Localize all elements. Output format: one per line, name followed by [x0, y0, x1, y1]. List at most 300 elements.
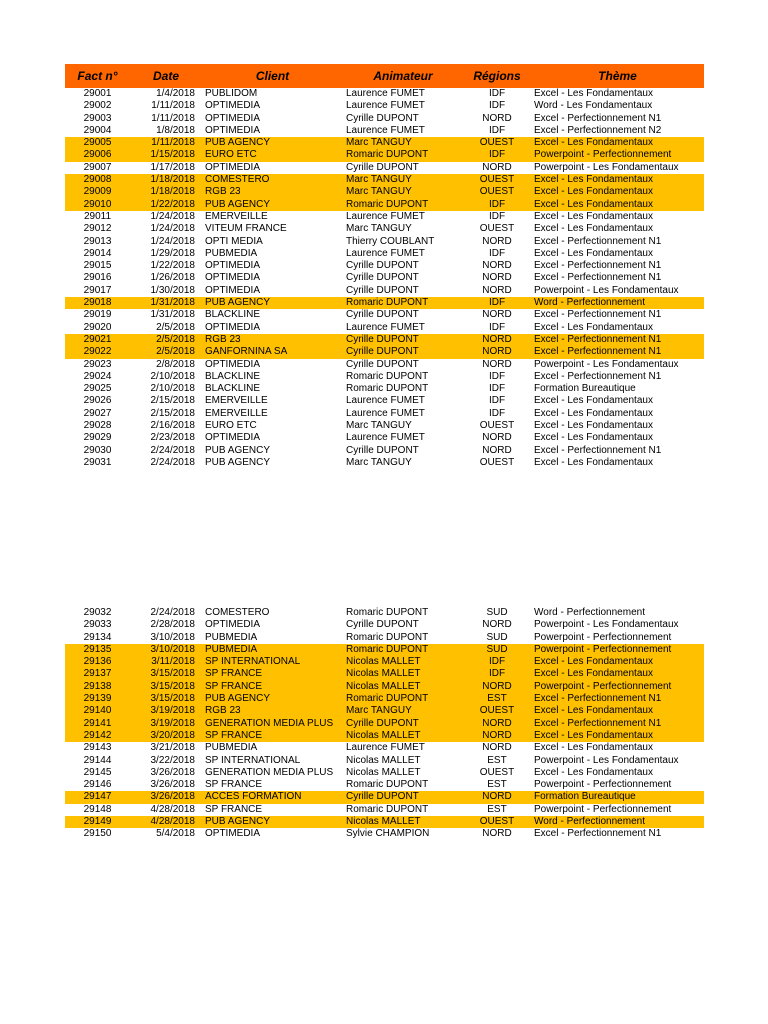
- client-name: RGB 23: [202, 705, 343, 717]
- table-row: [65, 137, 704, 149]
- table-row: [65, 125, 704, 137]
- region: OUEST: [463, 174, 531, 186]
- region: EST: [487, 754, 507, 766]
- table-row: [65, 285, 704, 297]
- region: NORD: [482, 112, 512, 124]
- region: SUD: [486, 631, 508, 643]
- invoice-date: 3/15/2018: [130, 693, 202, 705]
- invoice-number: 29146: [83, 779, 112, 791]
- client-name: OPTIMEDIA: [205, 828, 261, 840]
- training-theme: Excel - Perfectionnement N2: [534, 124, 662, 136]
- invoice-number: 29031: [83, 456, 112, 468]
- client-name: SP INTERNATIONAL: [205, 754, 301, 766]
- animateur-name: Romaric DUPONT: [343, 297, 463, 309]
- client-name: SP FRANCE: [202, 668, 343, 680]
- client-name: PUBMEDIA: [205, 247, 258, 259]
- training-theme: Word - Les Fondamentaux: [534, 100, 653, 112]
- invoice-number: 29025: [83, 383, 112, 395]
- client-name: PUB AGENCY: [202, 137, 343, 149]
- invoice-date: 3/19/2018: [130, 705, 202, 717]
- table-row: [65, 816, 704, 828]
- invoice-number: 29015: [83, 260, 112, 272]
- training-theme: Excel - Perfectionnement N1: [531, 693, 704, 705]
- invoice-date: 1/24/2018: [150, 235, 195, 247]
- animateur-name: Nicolas MALLET: [346, 754, 421, 766]
- table-row: [65, 88, 704, 100]
- training-theme: Excel - Perfectionnement N1: [534, 309, 662, 321]
- table-row: [65, 755, 704, 767]
- region: OUEST: [479, 456, 515, 468]
- table-row: [65, 693, 704, 705]
- animateur-name: Cyrille DUPONT: [343, 346, 463, 358]
- invoice-number: 29032: [83, 607, 112, 618]
- client-name: OPTIMEDIA: [205, 260, 261, 272]
- invoice-number: 29013: [83, 235, 112, 247]
- invoice-date: 3/22/2018: [150, 754, 195, 766]
- training-theme: Excel - Perfectionnement N1: [534, 235, 662, 247]
- training-theme: Word - Perfectionnement: [534, 607, 645, 618]
- invoice-number: 29016: [83, 272, 112, 284]
- table-row: [65, 632, 704, 644]
- table-row: [65, 309, 704, 321]
- client-name: OPTIMEDIA: [205, 112, 261, 124]
- region: NORD: [482, 432, 512, 444]
- region: IDF: [488, 383, 506, 395]
- region: NORD: [482, 284, 512, 296]
- training-theme: Excel - Les Fondamentaux: [534, 420, 653, 432]
- region: NORD: [463, 718, 531, 730]
- invoice-number: 29030: [83, 444, 112, 456]
- animateur-name: Marc TANGUY: [346, 456, 412, 468]
- animateur-name: Laurence FUMET: [346, 321, 425, 333]
- animateur-name: Romaric DUPONT: [346, 803, 429, 815]
- region: NORD: [482, 828, 512, 840]
- invoice-date: 2/10/2018: [150, 383, 195, 395]
- invoice-number: 29007: [83, 161, 112, 173]
- invoice-number: 29011: [83, 210, 112, 222]
- region: IDF: [488, 210, 506, 222]
- client-name: VITEUM FRANCE: [205, 223, 287, 235]
- invoice-date: 1/22/2018: [130, 199, 202, 211]
- client-name: SP FRANCE: [202, 681, 343, 693]
- training-theme: Excel - Les Fondamentaux: [534, 223, 653, 235]
- region: IDF: [488, 370, 506, 382]
- invoice-table-1: [65, 64, 704, 469]
- invoice-number: 29033: [83, 619, 112, 631]
- table-row: [65, 395, 704, 407]
- table-row: [65, 705, 704, 717]
- table-1-body: [65, 88, 704, 469]
- training-theme: Excel - Les Fondamentaux: [531, 199, 704, 211]
- table-row: [65, 791, 704, 803]
- training-theme: Word - Perfectionnement: [531, 816, 704, 828]
- table-row: [65, 681, 704, 693]
- invoice-date: 3/15/2018: [130, 668, 202, 680]
- invoice-number: 29145: [83, 766, 112, 778]
- training-theme: Word - Perfectionnement: [531, 297, 704, 309]
- training-theme: Powerpoint - Perfectionnement: [531, 644, 704, 656]
- table-row: [65, 272, 704, 284]
- animateur-name: Romaric DUPONT: [343, 693, 463, 705]
- table-row: [65, 718, 704, 730]
- invoice-number: 29012: [83, 223, 112, 235]
- client-name: OPTIMEDIA: [205, 272, 261, 284]
- invoice-date: 3/19/2018: [130, 718, 202, 730]
- client-name: OPTIMEDIA: [205, 432, 261, 444]
- invoice-date: 1/30/2018: [150, 284, 195, 296]
- header-regions: Régions: [463, 64, 531, 88]
- invoice-date: 1/24/2018: [150, 223, 195, 235]
- region: NORD: [463, 730, 531, 742]
- invoice-date: 2/15/2018: [150, 395, 195, 407]
- client-name: COMESTERO: [205, 607, 270, 618]
- header-theme: Thème: [531, 64, 704, 88]
- invoice-number: 29017: [83, 284, 112, 296]
- region: IDF: [463, 149, 531, 161]
- table-row: [65, 420, 704, 432]
- invoice-number: 29137: [65, 668, 130, 680]
- invoice-number: 29028: [83, 420, 112, 432]
- region: OUEST: [463, 816, 531, 828]
- table-row: [65, 322, 704, 334]
- client-name: SP FRANCE: [205, 803, 263, 815]
- client-name: BLACKLINE: [205, 370, 261, 382]
- animateur-name: Cyrille DUPONT: [346, 272, 419, 284]
- region: NORD: [482, 619, 512, 631]
- training-theme: Excel - Perfectionnement N1: [534, 260, 662, 272]
- invoice-number: 29003: [83, 112, 112, 124]
- animateur-name: Laurence FUMET: [346, 210, 425, 222]
- region: NORD: [482, 260, 512, 272]
- training-theme: Powerpoint - Perfectionnement: [531, 149, 704, 161]
- region: SUD: [486, 607, 508, 618]
- animateur-name: Marc TANGUY: [346, 420, 412, 432]
- table-row: [65, 656, 704, 668]
- training-theme: Excel - Perfectionnement N1: [531, 718, 704, 730]
- region: IDF: [463, 668, 531, 680]
- table-row: [65, 334, 704, 346]
- invoice-date: 1/18/2018: [130, 186, 202, 198]
- animateur-name: Romaric DUPONT: [346, 370, 429, 382]
- animateur-name: Nicolas MALLET: [343, 656, 463, 668]
- header-client: Client: [202, 64, 343, 88]
- client-name: OPTIMEDIA: [205, 321, 261, 333]
- training-theme: Excel - Les Fondamentaux: [531, 656, 704, 668]
- region: IDF: [463, 297, 531, 309]
- table-row: [65, 644, 704, 656]
- invoice-number: 29134: [83, 631, 112, 643]
- animateur-name: Nicolas MALLET: [346, 766, 421, 778]
- region: OUEST: [463, 705, 531, 717]
- client-name: PUBMEDIA: [205, 742, 258, 754]
- table-row: [65, 779, 704, 791]
- animateur-name: Romaric DUPONT: [346, 383, 429, 395]
- invoice-date: 4/28/2018: [150, 803, 195, 815]
- table-row: [65, 248, 704, 260]
- table-row: [65, 100, 704, 112]
- region: OUEST: [463, 137, 531, 149]
- animateur-name: Laurence FUMET: [346, 395, 425, 407]
- table-row: [65, 113, 704, 125]
- client-name: PUBMEDIA: [205, 631, 258, 643]
- training-theme: Excel - Les Fondamentaux: [534, 432, 653, 444]
- invoice-date: 2/15/2018: [150, 407, 195, 419]
- training-theme: Excel - Perfectionnement N1: [534, 444, 662, 456]
- invoice-number: 29004: [83, 124, 112, 136]
- client-name: COMESTERO: [202, 174, 343, 186]
- invoice-date: 2/5/2018: [130, 346, 202, 358]
- invoice-date: 2/5/2018: [156, 321, 195, 333]
- region: NORD: [482, 358, 512, 370]
- training-theme: Excel - Perfectionnement N1: [534, 370, 662, 382]
- invoice-date: 1/31/2018: [150, 309, 195, 321]
- table-row: [65, 383, 704, 395]
- client-name: PUBLIDOM: [205, 88, 258, 99]
- table-row: [65, 359, 704, 371]
- invoice-number: 29009: [65, 186, 130, 198]
- invoice-number: 29006: [65, 149, 130, 161]
- training-theme: Excel - Les Fondamentaux: [534, 321, 653, 333]
- invoice-number: 29024: [83, 370, 112, 382]
- table-row: [65, 767, 704, 779]
- client-name: OPTIMEDIA: [205, 100, 261, 112]
- header-row: [65, 64, 704, 88]
- client-name: EURO ETC: [205, 420, 257, 432]
- training-theme: Excel - Perfectionnement N1: [531, 334, 704, 346]
- client-name: EMERVEILLE: [205, 407, 268, 419]
- invoice-date: 3/15/2018: [130, 681, 202, 693]
- animateur-name: Laurence FUMET: [346, 88, 425, 99]
- animateur-name: Nicolas MALLET: [343, 816, 463, 828]
- animateur-name: Marc TANGUY: [343, 174, 463, 186]
- client-name: GENERATION MEDIA PLUS: [205, 766, 334, 778]
- invoice-date: 1/17/2018: [150, 161, 195, 173]
- region: NORD: [482, 742, 512, 754]
- client-name: ACCES FORMATION: [202, 791, 343, 803]
- client-name: EURO ETC: [202, 149, 343, 161]
- region: IDF: [488, 407, 506, 419]
- training-theme: Excel - Perfectionnement N1: [531, 346, 704, 358]
- client-name: OPTIMEDIA: [205, 284, 261, 296]
- invoice-date: 1/31/2018: [130, 297, 202, 309]
- training-theme: Powerpoint - Perfectionnement: [534, 803, 672, 815]
- client-name: GANFORNINA SA: [202, 346, 343, 358]
- invoice-date: 3/10/2018: [150, 631, 195, 643]
- training-theme: Formation Bureautique: [531, 791, 704, 803]
- client-name: EMERVEILLE: [205, 395, 268, 407]
- table-row: [65, 174, 704, 186]
- animateur-name: Romaric DUPONT: [346, 631, 429, 643]
- client-name: PUB AGENCY: [202, 693, 343, 705]
- invoice-number: 29018: [65, 297, 130, 309]
- animateur-name: Cyrille DUPONT: [346, 358, 419, 370]
- table-2-body: [65, 607, 704, 841]
- invoice-date: 1/11/2018: [151, 112, 195, 124]
- region: IDF: [488, 100, 506, 112]
- invoice-date: 2/24/2018: [150, 607, 195, 618]
- training-theme: Formation Bureautique: [534, 383, 636, 395]
- training-theme: Excel - Les Fondamentaux: [534, 247, 653, 259]
- training-theme: Excel - Les Fondamentaux: [531, 186, 704, 198]
- invoice-date: 2/24/2018: [150, 456, 195, 468]
- invoice-number: 29005: [65, 137, 130, 149]
- invoice-date: 1/22/2018: [150, 260, 195, 272]
- invoice-date: 5/4/2018: [156, 828, 195, 840]
- training-theme: Excel - Les Fondamentaux: [534, 766, 653, 778]
- invoice-date: 1/11/2018: [130, 137, 202, 149]
- invoice-date: 2/24/2018: [150, 444, 195, 456]
- table-row: [65, 607, 704, 619]
- table-row: [65, 457, 704, 469]
- training-theme: Powerpoint - Perfectionnement: [534, 631, 672, 643]
- training-theme: Excel - Perfectionnement N1: [534, 112, 662, 124]
- animateur-name: Cyrille DUPONT: [346, 444, 419, 456]
- client-name: PUB AGENCY: [202, 297, 343, 309]
- invoice-number: 29002: [83, 100, 112, 112]
- region: OUEST: [479, 766, 515, 778]
- invoice-date: 2/8/2018: [156, 358, 195, 370]
- animateur-name: Cyrille DUPONT: [346, 284, 419, 296]
- invoice-date: 2/10/2018: [150, 370, 195, 382]
- training-theme: Excel - Les Fondamentaux: [534, 210, 653, 222]
- animateur-name: Marc TANGUY: [343, 186, 463, 198]
- invoice-date: 1/8/2018: [156, 124, 195, 136]
- header-animateur: Animateur: [343, 64, 463, 88]
- invoice-date: 1/18/2018: [130, 174, 202, 186]
- animateur-name: Laurence FUMET: [346, 247, 425, 259]
- invoice-number: 29023: [83, 358, 112, 370]
- client-name: EMERVEILLE: [205, 210, 268, 222]
- invoice-table-2: [65, 607, 704, 841]
- table-row: [65, 149, 704, 161]
- invoice-date: 3/10/2018: [130, 644, 202, 656]
- training-theme: Powerpoint - Perfectionnement: [531, 681, 704, 693]
- training-theme: Excel - Les Fondamentaux: [534, 742, 653, 754]
- invoice-number: 29021: [65, 334, 130, 346]
- training-theme: Powerpoint - Les Fondamentaux: [534, 754, 679, 766]
- region: NORD: [482, 444, 512, 456]
- table-row: [65, 432, 704, 444]
- animateur-name: Nicolas MALLET: [343, 681, 463, 693]
- animateur-name: Cyrille DUPONT: [343, 791, 463, 803]
- client-name: OPTIMEDIA: [205, 358, 261, 370]
- animateur-name: Laurence FUMET: [346, 432, 425, 444]
- client-name: OPTIMEDIA: [205, 161, 261, 173]
- region: IDF: [488, 321, 506, 333]
- region: NORD: [463, 791, 531, 803]
- invoice-number: 29001: [83, 88, 112, 99]
- animateur-name: Cyrille DUPONT: [346, 112, 419, 124]
- invoice-date: 3/21/2018: [150, 742, 195, 754]
- table-row: [65, 297, 704, 309]
- invoice-number: 29150: [83, 828, 112, 840]
- region: NORD: [463, 681, 531, 693]
- client-name: PUB AGENCY: [205, 456, 271, 468]
- animateur-name: Cyrille DUPONT: [343, 718, 463, 730]
- table-row: [65, 211, 704, 223]
- invoice-number: 29138: [65, 681, 130, 693]
- training-theme: Excel - Perfectionnement N1: [534, 828, 662, 840]
- client-name: SP FRANCE: [205, 779, 263, 791]
- invoice-number: 29014: [83, 247, 112, 259]
- region: NORD: [482, 309, 512, 321]
- table-row: [65, 619, 704, 631]
- client-name: SP FRANCE: [202, 730, 343, 742]
- invoice-number: 29029: [83, 432, 112, 444]
- region: IDF: [488, 124, 506, 136]
- region: IDF: [463, 199, 531, 211]
- table-row: [65, 828, 704, 840]
- client-name: GENERATION MEDIA PLUS: [202, 718, 343, 730]
- table-row: [65, 162, 704, 174]
- invoice-date: 3/26/2018: [130, 791, 202, 803]
- invoice-date: 3/26/2018: [150, 779, 195, 791]
- region: NORD: [482, 161, 512, 173]
- invoice-number: 29022: [65, 346, 130, 358]
- invoice-date: 4/28/2018: [130, 816, 202, 828]
- invoice-number: 29143: [83, 742, 112, 754]
- training-theme: Excel - Perfectionnement N1: [534, 272, 662, 284]
- invoice-date: 2/16/2018: [150, 420, 195, 432]
- training-theme: Excel - Les Fondamentaux: [531, 174, 704, 186]
- animateur-name: Marc TANGUY: [343, 705, 463, 717]
- table-row: [65, 371, 704, 383]
- region: OUEST: [463, 186, 531, 198]
- training-theme: Excel - Les Fondamentaux: [531, 705, 704, 717]
- invoice-date: 1/15/2018: [130, 149, 202, 161]
- animateur-name: Thierry COUBLANT: [346, 235, 435, 247]
- client-name: PUB AGENCY: [202, 199, 343, 211]
- invoice-date: 3/20/2018: [130, 730, 202, 742]
- animateur-name: Marc TANGUY: [343, 137, 463, 149]
- region: NORD: [463, 334, 531, 346]
- training-theme: Excel - Les Fondamentaux: [534, 407, 653, 419]
- header-fact-no: Fact n°: [65, 64, 130, 88]
- invoice-number: 29147: [65, 791, 130, 803]
- training-theme: Powerpoint - Les Fondamentaux: [534, 161, 679, 173]
- animateur-name: Laurence FUMET: [346, 407, 425, 419]
- invoice-number: 29136: [65, 656, 130, 668]
- region: EST: [463, 693, 531, 705]
- invoice-date: 3/26/2018: [150, 766, 195, 778]
- training-theme: Excel - Les Fondamentaux: [531, 668, 704, 680]
- invoice-number: 29142: [65, 730, 130, 742]
- animateur-name: Cyrille DUPONT: [346, 619, 419, 631]
- animateur-name: Laurence FUMET: [346, 742, 425, 754]
- client-name: PUBMEDIA: [202, 644, 343, 656]
- invoice-date: 1/24/2018: [150, 210, 195, 222]
- header-date: Date: [130, 64, 202, 88]
- client-name: BLACKLINE: [205, 383, 261, 395]
- animateur-name: Laurence FUMET: [346, 100, 425, 112]
- animateur-name: Romaric DUPONT: [346, 607, 429, 618]
- table-row: [65, 186, 704, 198]
- animateur-name: Romaric DUPONT: [343, 199, 463, 211]
- table-row: [65, 668, 704, 680]
- invoice-date: 1/11/2018: [151, 100, 195, 112]
- region: OUEST: [479, 420, 515, 432]
- client-name: OPTIMEDIA: [205, 124, 261, 136]
- animateur-name: Cyrille DUPONT: [346, 309, 419, 321]
- table-row: [65, 346, 704, 358]
- region: NORD: [463, 346, 531, 358]
- invoice-number: 29020: [83, 321, 112, 333]
- training-theme: Excel - Les Fondamentaux: [534, 456, 653, 468]
- region: NORD: [482, 272, 512, 284]
- table-row: [65, 408, 704, 420]
- animateur-name: Romaric DUPONT: [343, 149, 463, 161]
- invoice-date: 2/28/2018: [150, 619, 195, 631]
